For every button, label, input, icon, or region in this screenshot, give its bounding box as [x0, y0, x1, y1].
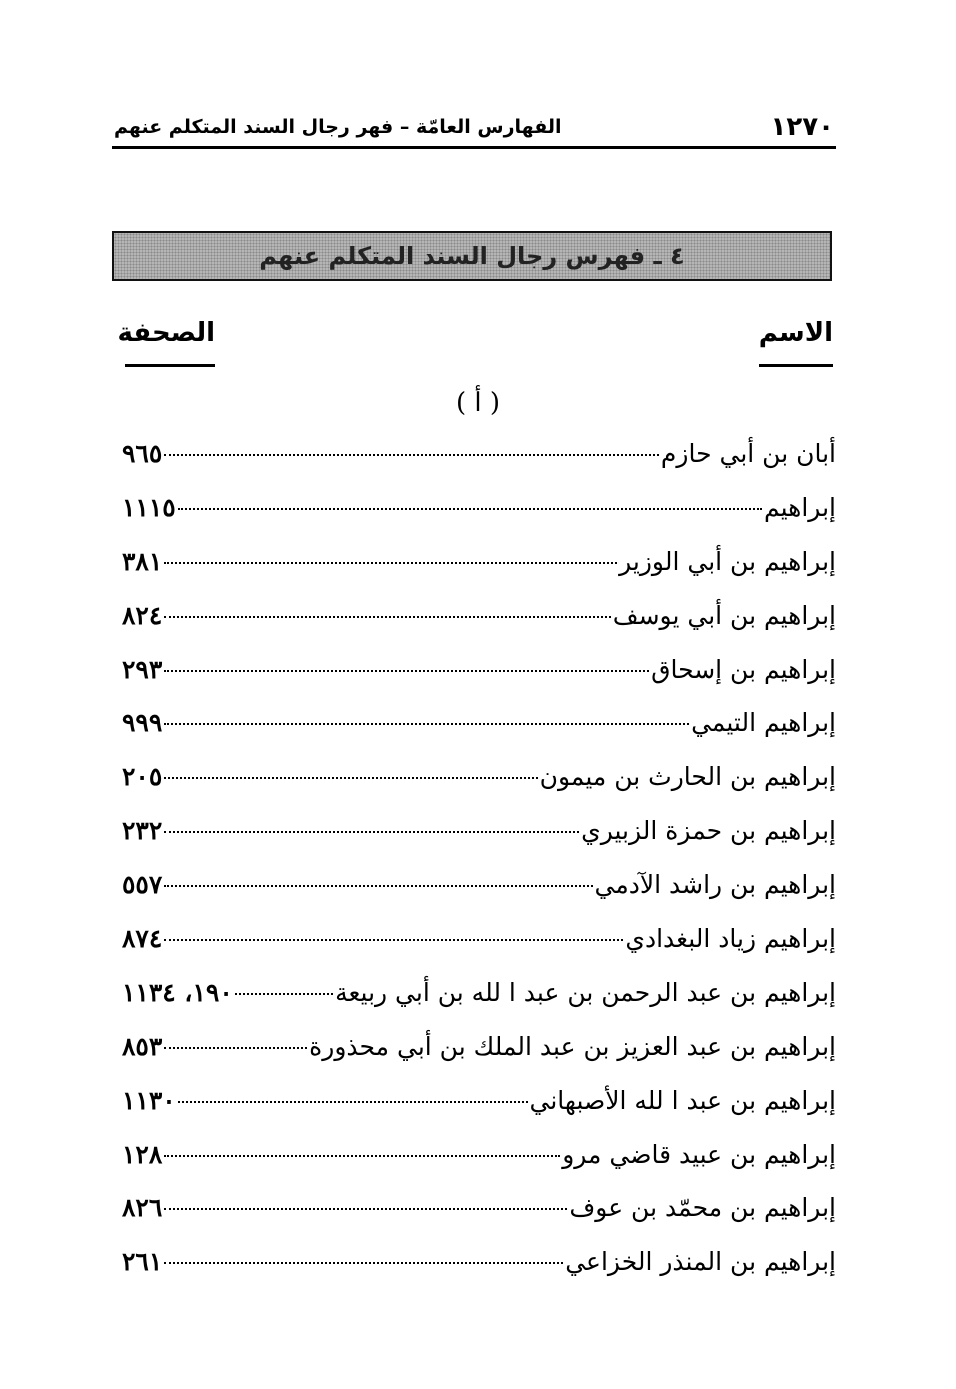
column-header-name: الاسم	[759, 318, 833, 367]
dot-leader	[164, 777, 537, 779]
index-entry	[122, 643, 836, 697]
index-entry	[122, 535, 836, 589]
entry-name: إبراهيم بن محمّد بن عوف	[569, 1193, 836, 1223]
entry-page-number: ٣٨١	[122, 546, 163, 576]
index-entries	[122, 427, 836, 1289]
dot-leader	[164, 1208, 567, 1210]
index-entry	[122, 481, 836, 535]
dot-leader	[178, 1101, 528, 1103]
dot-leader	[235, 993, 333, 995]
dot-leader	[164, 1155, 560, 1157]
section-title: ٤ ـ فهرس رجال السند المتكلم عنهم	[259, 242, 685, 270]
dot-leader	[164, 454, 659, 456]
entry-page-number: ١١٣٠	[122, 1085, 176, 1115]
index-entry	[122, 912, 836, 966]
dot-leader	[164, 562, 617, 564]
page-header	[112, 106, 836, 149]
entry-name: إبراهيم التيمي	[691, 708, 836, 738]
entry-page-number: ٩٩٩	[122, 708, 163, 738]
dot-leader	[164, 1047, 307, 1049]
entry-name: إبراهيم بن عبد العزيز بن عبد الملك بن أبي محذورة	[309, 1031, 836, 1061]
entry-name: إبراهيم زياد البغدادي	[625, 924, 836, 954]
dot-leader	[164, 723, 689, 725]
dot-leader	[164, 831, 579, 833]
dot-leader	[164, 939, 623, 941]
entry-name: إبراهيم	[763, 492, 836, 522]
entry-name: إبراهيم بن المنذر الخزاعي	[565, 1247, 836, 1277]
entry-name: إبراهيم بن أبي الوزير	[619, 546, 836, 576]
index-entry	[122, 696, 836, 750]
entry-name: إبراهيم بن راشد الآدمي	[594, 870, 836, 900]
index-entry	[122, 966, 836, 1020]
entry-page-number: ٩٦٥	[122, 439, 163, 468]
entry-page-number: ٨٧٤	[122, 924, 163, 954]
entry-name: إبراهيم بن أبي يوسف	[612, 600, 836, 630]
entry-name: إبراهيم بن حمزة الزبيري	[581, 816, 836, 846]
dot-leader	[178, 508, 762, 510]
dot-leader	[164, 885, 592, 887]
entry-page-number: ٨٢٦	[122, 1193, 163, 1223]
index-entry	[122, 750, 836, 804]
entry-name: إبراهيم بن إسحاق	[651, 654, 836, 684]
letter-heading: ( أ )	[455, 388, 501, 418]
index-entry	[122, 858, 836, 912]
entry-page-number: ٢٣٢	[122, 816, 163, 846]
dot-leader	[164, 670, 649, 672]
entry-page-number: ٨٥٣	[122, 1031, 163, 1061]
entry-name: إبراهيم بن الحارث بن ميمون	[539, 762, 836, 792]
dot-leader	[164, 616, 610, 618]
index-entry	[122, 804, 836, 858]
index-entry	[122, 1128, 836, 1182]
page-number: ١٢٧٠	[770, 112, 834, 142]
entry-page-number: ٨٢٤	[122, 600, 163, 630]
dot-leader	[164, 1262, 563, 1264]
running-title: الفهارس العامّة – فهر رجال السند المتكلم عنهم	[114, 116, 562, 138]
index-entry	[122, 1181, 836, 1235]
entry-name: أبان بن أبي حازم	[660, 439, 836, 468]
entry-page-number: ١٢٨	[122, 1139, 163, 1169]
column-header-page: الصحفة	[125, 318, 215, 367]
entry-page-number: ٢٦١	[122, 1247, 163, 1277]
entry-page-number: ٥٥٧	[122, 870, 163, 900]
index-entry	[122, 427, 836, 481]
index-entry	[122, 589, 836, 643]
entry-name: إبراهيم بن عبد الرحمن بن عبد ا لله بن أبي ربيعة	[335, 977, 836, 1007]
entry-page-number: ١١١٥	[122, 492, 176, 522]
entry-name: إبراهيم بن عبد ا لله الأصبهاني	[529, 1085, 836, 1115]
entry-name: إبراهيم بن عبيد قاضي مرو	[562, 1139, 836, 1169]
index-entry	[122, 1020, 836, 1074]
index-entry	[122, 1235, 836, 1289]
index-entry	[122, 1074, 836, 1128]
entry-page-number: ١٩٠، ١١٣٤	[122, 977, 233, 1007]
entry-page-number: ٢٩٣	[122, 654, 163, 684]
entry-page-number: ٢٠٥	[122, 762, 163, 792]
section-banner	[112, 231, 832, 281]
